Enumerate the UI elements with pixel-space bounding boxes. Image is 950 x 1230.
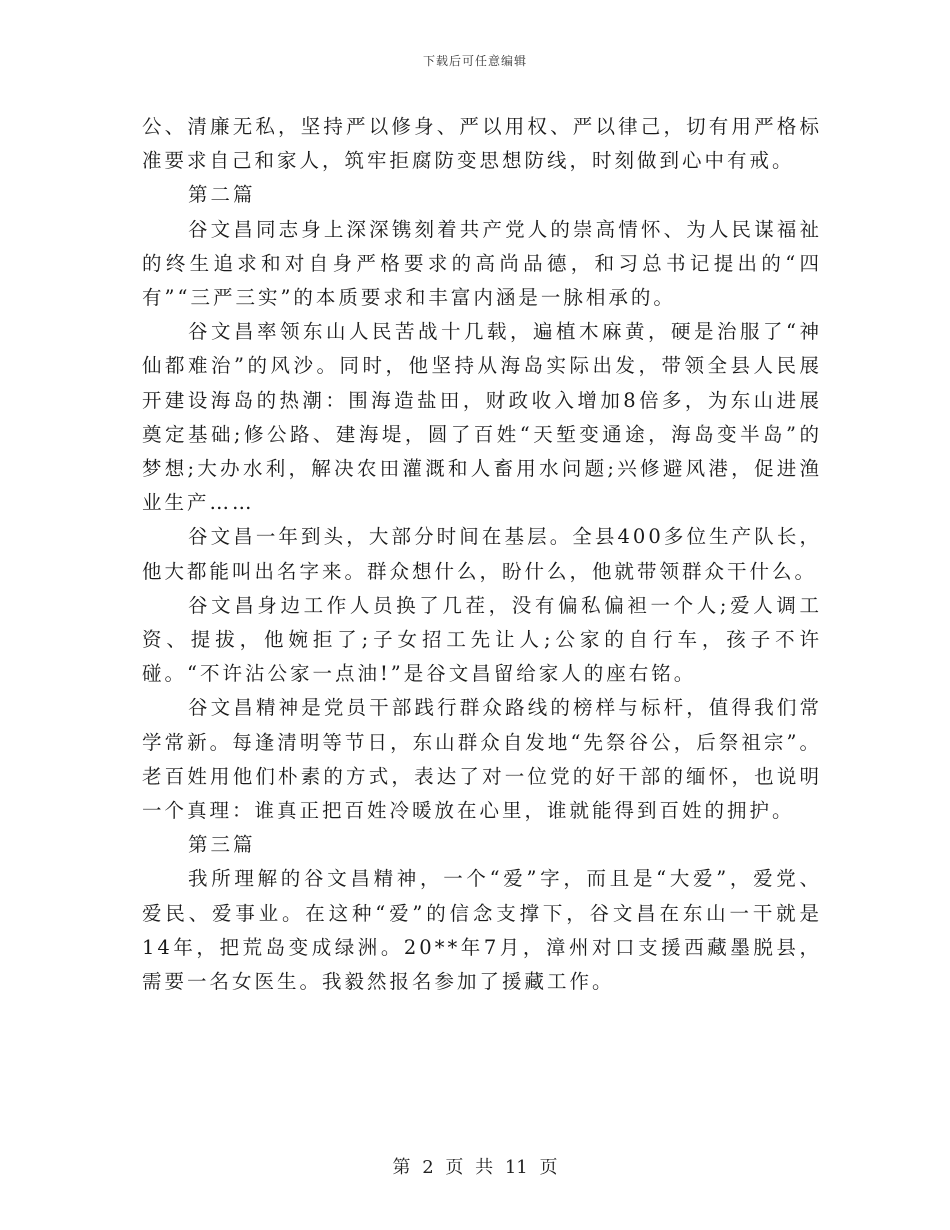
paragraph: 谷文昌一年到头，大部分时间在基层。全县400多位生产队长，他大都能叫出名字来。群众想什么，盼什么，他就带领群众干什么。	[142, 525, 822, 583]
paragraph: 公、清廉无私，坚持严以修身、严以用权、严以律己，切有用严格标准要求自己和家人，筑牢拒腐防变思想防线，时刻做到心中有戒。	[142, 115, 822, 173]
paragraph: 谷文昌同志身上深深镌刻着共产党人的崇高情怀、为人民谋福祉的终生追求和对自身严格要求的高尚品德，和习总书记提出的“四有”“三严三实”的本质要求和丰富内涵是一脉相承的。	[142, 217, 822, 310]
paragraph: 谷文昌身边工作人员换了几茬，没有偏私偏袒一个人;爱人调工资、提拔，他婉拒了;子女招工先让人;公家的自行车，孩子不许碰。“不许沾公家一点油!”是谷文昌留给家人的座右铭。	[142, 593, 822, 686]
paragraph: 我所理解的谷文昌精神，一个“爱”字，而且是“大爱”，爱党、爱民、爱事业。在这种“爱”的信念支撑下，谷文昌在东山一干就是14年，把荒岛变成绿洲。20**年7月，漳州对口支援西藏墨脱县，需要一名女医生。我毅然报名参加了援藏工作。	[142, 867, 822, 994]
section-heading: 第三篇	[188, 833, 256, 857]
section-heading: 第二篇	[188, 183, 256, 207]
page-header-note: 下载后可任意编辑	[422, 54, 527, 68]
page-number-footer: 第 2 页 共 11 页	[392, 1157, 558, 1178]
paragraph: 谷文昌精神是党员干部践行群众路线的榜样与标杆，值得我们常学常新。每逢清明等节日，东山群众自发地“先祭谷公，后祭祖宗”。老百姓用他们朴素的方式，表达了对一位党的好干部的缅怀，也说明一个真理：谁真正把百姓冷暖放在心里，谁就能得到百姓的拥护。	[142, 696, 822, 823]
paragraph: 谷文昌率领东山人民苦战十几载，遍植木麻黄，硬是治服了“神仙都难治”的风沙。同时，他坚持从海岛实际出发，带领全县人民展开建设海岛的热潮：围海造盐田，财政收入增加8倍多，为东山进展奠定基础;修公路、建海堤，圆了百姓“天堑变通途，海岛变半岛”的梦想;大办水利，解决农田灌溉和人畜用水问题;兴修避风港，促进渔业生产……	[142, 320, 822, 515]
document-body	[142, 110, 822, 999]
